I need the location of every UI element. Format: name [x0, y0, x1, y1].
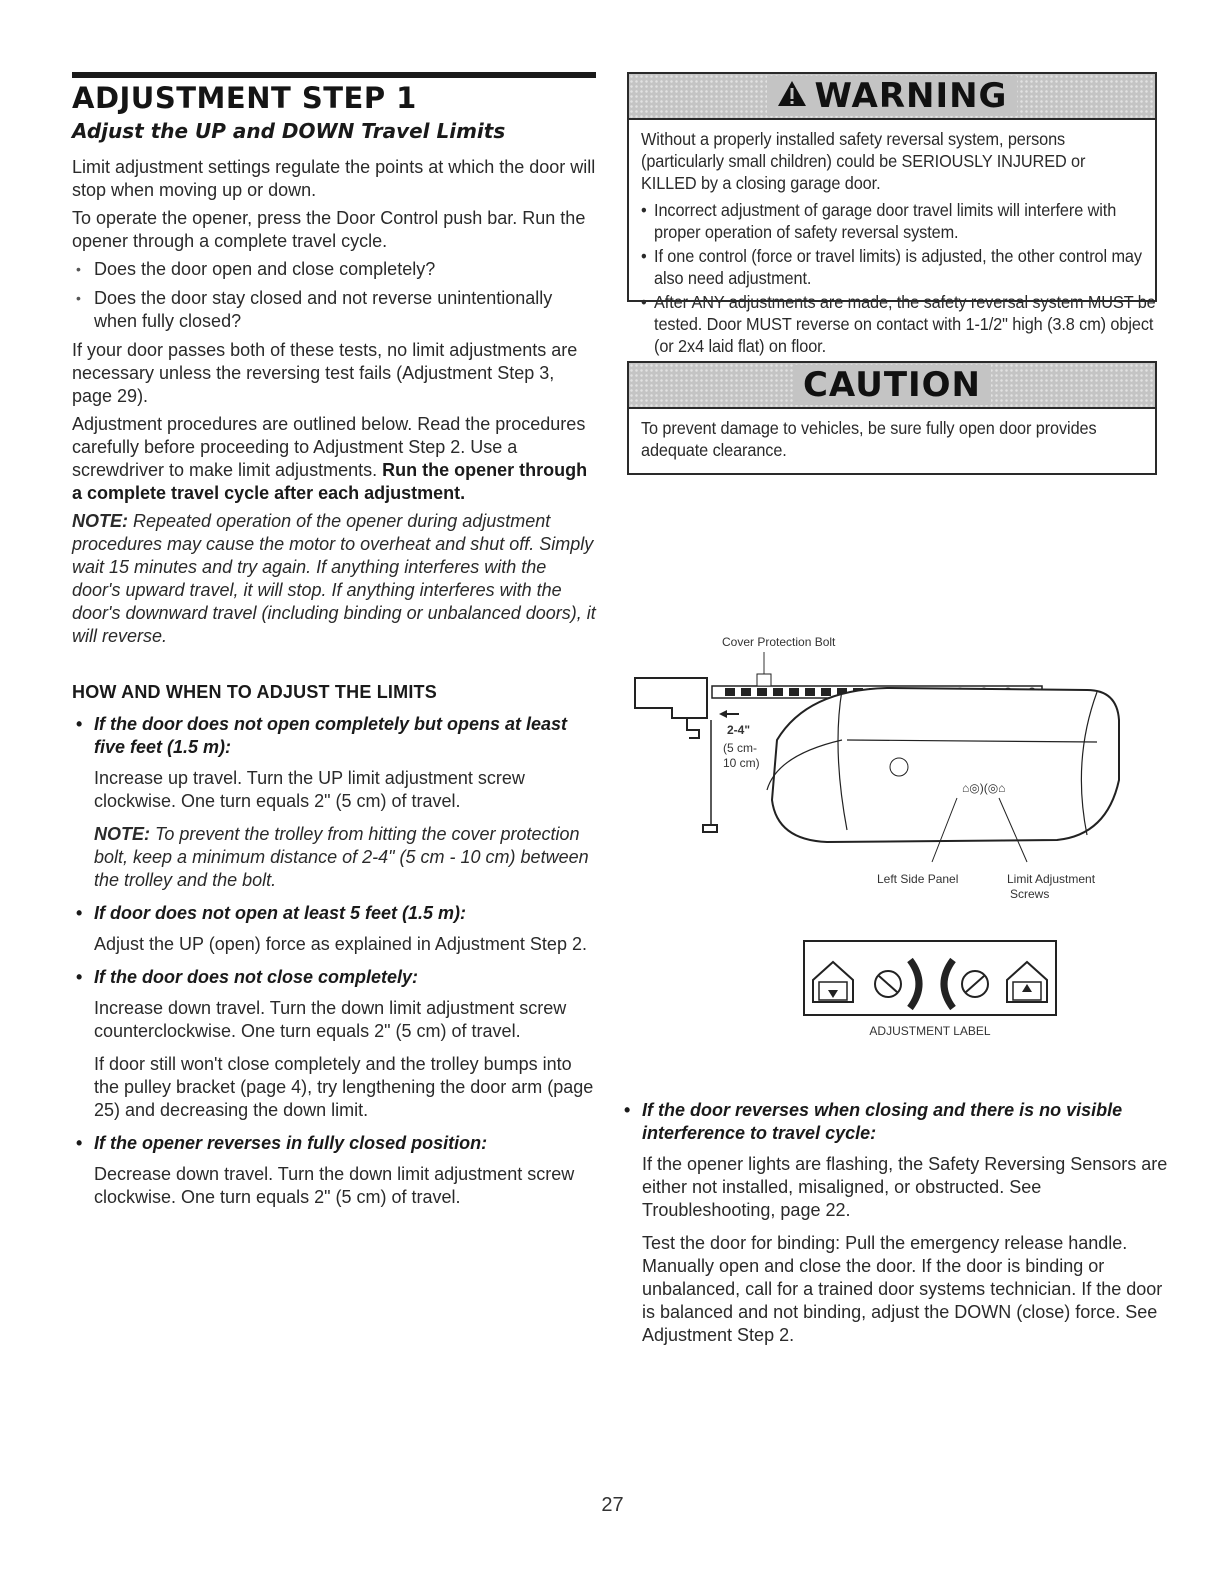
check-item: • Does the door stay closed and not reverse unintentionally when fully closed? — [72, 287, 596, 333]
case-text: Increase down travel. Turn the down limit adjustment screw counterclockwise. One turn equals 2" (5 cm) of travel. — [94, 998, 567, 1041]
case-note — [94, 823, 596, 892]
alert-triangle-icon — [777, 76, 807, 116]
case-heading: • If the door reverses when closing and there is no visible interference to travel cycle: — [642, 1099, 1172, 1145]
warning-box — [627, 72, 1157, 356]
limit-screws-label-1: Limit Adjustment — [1007, 872, 1096, 886]
case-heading: • If door does not open at least 5 feet (1.5 m): — [94, 902, 596, 925]
intro-paragraph-1: Limit adjustment settings regulate the points at which the door will stop when moving up or down. — [72, 157, 596, 200]
distance-metric-1: (5 cm- — [723, 741, 757, 755]
case-text: If the opener lights are flashing, the Safety Reversing Sensors are either not installed, misaligned, or obstructed. See Troubleshooting, page 22. — [642, 1154, 1168, 1220]
note-text: Repeated operation of the opener during adjustment procedures may cause the motor to overheat and shut off. Simply wait 15 minutes and try again. If anything interferes with the door's upward travel, it will stop. If anything interferes with the door's downward travel (including binding or unbalanced doors), it will reverse. — [72, 511, 596, 646]
adjustment-label-caption: ADJUSTMENT LABEL — [869, 1024, 991, 1038]
intro-paragraph-2: To operate the opener, press the Door Control push bar. Run the opener through a complete travel cycle. — [72, 208, 586, 251]
case-text: Decrease down travel. Turn the down limit adjustment screw clockwise. One turn equals 2" (5 cm) of travel. — [94, 1164, 575, 1207]
page-number: 27 — [601, 1494, 624, 1516]
step-subtitle: Adjust the UP and DOWN Travel Limits — [72, 119, 506, 143]
intro-paragraph-3: If your door passes both of these tests, no limit adjustments are necessary unless the reversing test fails (Adjustment Step 3, page 29). — [72, 340, 578, 406]
check-list — [72, 258, 596, 333]
limits-heading: HOW AND WHEN TO ADJUST THE LIMITS — [72, 682, 437, 702]
limit-case-1 — [72, 713, 596, 892]
warning-list — [641, 199, 1156, 357]
warning-title-wrap — [767, 76, 1018, 116]
limit-case-4 — [72, 1132, 596, 1209]
warning-title: WARNING — [814, 76, 1008, 116]
left-panel-label: Left Side Panel — [877, 872, 959, 886]
case-text-2: Test the door for binding: Pull the emergency release handle. Manually open and close the door. If the door is binding or unbalanced, call for a trained door systems technician. If the door is balanced and not binding, adjust the DOWN (close) force. See Adjustment Step 2. — [642, 1233, 1163, 1345]
intro-note — [72, 510, 596, 648]
svg-text:⌂◎)(◎⌂: ⌂◎)(◎⌂ — [962, 781, 1006, 795]
intro-paragraph-4-lead: Adjustment procedures are outlined below. Read the procedures carefully before proceeding to Adjustment Step 2. Use a screwdriver to make limit adjustments. — [72, 414, 586, 480]
limit-case-3 — [72, 966, 596, 1122]
distance-metric-2: 10 cm) — [723, 756, 760, 770]
warning-text: Without a properly installed safety reversal system, persons (particularly small children) could be SERIOUSLY INJURED or KILLED by a closing garage door. — [641, 129, 1086, 193]
warning-item: • After ANY adjustments are made, the safety reversal system MUST be tested. Door MUST reverse on contact with 1-1/2" high (3.8 cm) object (or 2x4 laid flat) on floor. — [641, 291, 1158, 357]
caution-body — [629, 409, 1155, 478]
caution-box — [627, 361, 1157, 475]
adjustment-label-graphic — [803, 940, 1057, 1016]
note-text: To prevent the trolley from hitting the cover protection bolt, keep a minimum distance of 2-4" (5 cm - 10 cm) between the trolley and the bolt. — [94, 824, 589, 890]
case-text: Adjust the UP (open) force as explained in Adjustment Step 2. — [94, 934, 587, 954]
limit-screws-label-2: Screws — [1010, 887, 1050, 901]
limit-case-2 — [72, 902, 596, 956]
title-rule — [72, 72, 596, 78]
intro-paragraph-4 — [72, 413, 596, 505]
warning-banner — [629, 74, 1155, 120]
warning-body — [629, 120, 1155, 369]
reverse-case — [620, 1099, 1172, 1357]
warning-item: • Incorrect adjustment of garage door travel limits will interfere with proper operation of safety reversal system. — [641, 199, 1158, 243]
case-heading: • If the door does not close completely: — [94, 966, 596, 989]
note-label: NOTE: — [94, 824, 150, 844]
case-heading: • If the door does not open completely but opens at least five feet (1.5 m): — [94, 713, 596, 759]
left-column — [72, 72, 596, 1219]
intro-paragraph-4-bold: Run the opener through a complete travel cycle after each adjustment. — [72, 460, 588, 503]
case-heading: • If the opener reverses in fully closed position: — [94, 1132, 596, 1155]
right-column — [627, 72, 1157, 475]
distance-label: 2-4" — [727, 723, 751, 737]
caution-text: To prevent damage to vehicles, be sure fully open door provides adequate clearance. — [641, 418, 1097, 460]
case-text: Increase up travel. Turn the UP limit adjustment screw clockwise. One turn equals 2" (5 cm) of travel. — [94, 768, 525, 811]
caution-title: CAUTION — [793, 365, 991, 405]
check-item: • Does the door open and close completely? — [72, 258, 596, 281]
warning-item: • If one control (force or travel limits) is adjusted, the other control may also need adjustment. — [641, 245, 1158, 289]
opener-diagram — [627, 630, 1157, 930]
cover-bolt-label: Cover Protection Bolt — [722, 635, 836, 649]
note-label: NOTE: — [72, 511, 128, 531]
step-title: ADJUSTMENT STEP 1 — [72, 81, 417, 115]
caution-banner — [629, 363, 1155, 409]
case-text-2: If door still won't close completely and the trolley bumps into the pulley bracket (page 4), try lengthening the door arm (page 25) and decreasing the down limit. — [94, 1054, 594, 1120]
limit-screws-icon — [962, 781, 1005, 795]
